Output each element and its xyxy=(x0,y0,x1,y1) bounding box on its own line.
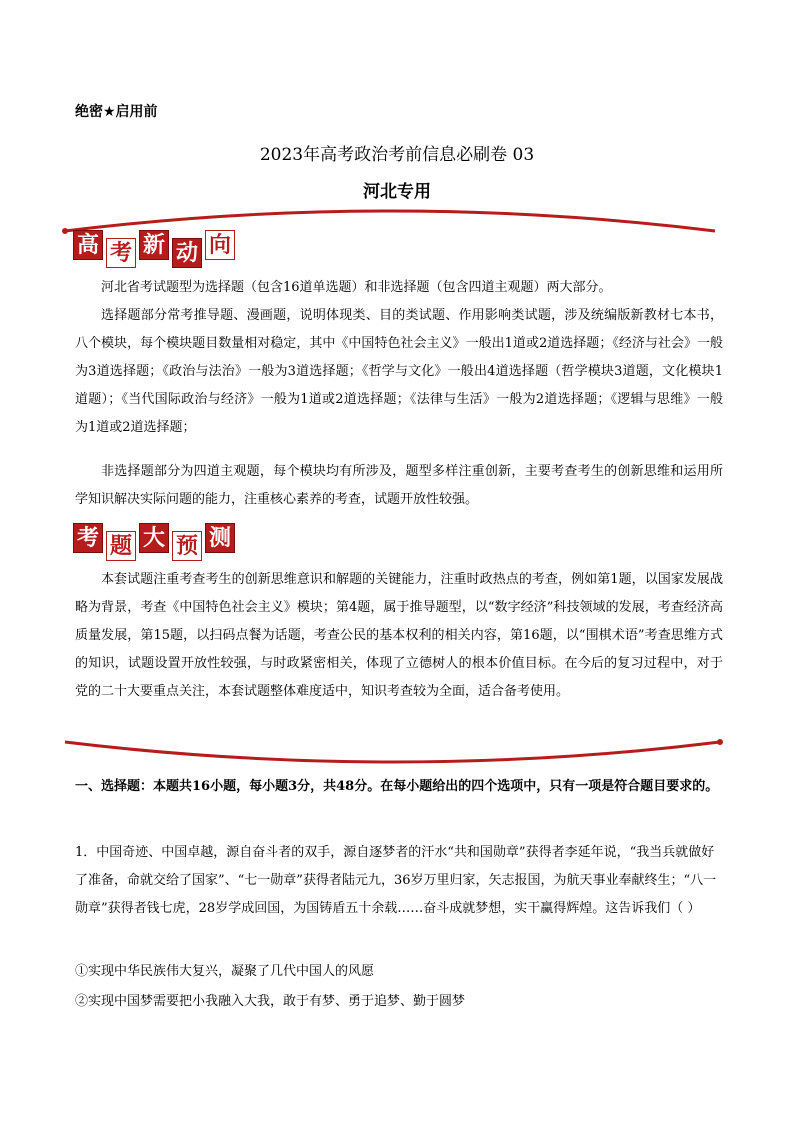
section1-paragraph-2: 选择题部分常考推导题、漫画题，说明体现类、目的类试题、作用影响类试题，涉及统编版新教材七本书，八个模块，每个模块题目数量相对稳定，其中《中国特色社会主义》一般出1道或2道选择题；《经济与社会》一般为3道选择题；《政治与法治》一般为3道选择题；《哲学与文化》一般出4道选择题（哲学模块3道题，文化模块1道题）；《当代国际政治与经济》一般为1道或2道选择题；《法律与生活》一般为2道选择题；《逻辑与思维》一般为1道或2道选择题； xyxy=(75,308,723,435)
banner-char: 预 xyxy=(172,531,202,561)
banner-char: 题 xyxy=(106,531,136,561)
banner-char: 大 xyxy=(139,523,169,553)
banner-char: 向 xyxy=(205,230,235,260)
banner-char: 考 xyxy=(106,238,136,268)
section1-paragraph-1: 河北省考试题型为选择题（包含16道单选题）和非选择题（包含四道主观题）两大部分。 xyxy=(101,280,612,295)
banner-char: 考 xyxy=(73,523,103,553)
banner-char: 新 xyxy=(139,230,169,260)
question-1-stem: 1．中国奇迹、中国卓越，源自奋斗者的双手，源自逐梦者的汗水“共和国勋章”获得者李延年说，“我当兵就做好了准备，命就交给了国家”、“七一勋章”获得者陆元九，36岁万里归家，矢志报国，为航天事业奉献终生；“八一勋章”获得者钱七虎，28岁学成回国，为国铸盾五十余载……奋斗成就梦想，实干赢得辉煌。这告诉我们（ ） xyxy=(75,845,717,916)
banner-gaokao-xindongxiang xyxy=(73,230,235,268)
section-instruction: 一、选择题：本题共16小题，每小题3分，共48分。在每小题给出的四个选项中，只有一项是符合题目要求的。 xyxy=(75,779,719,794)
paper-subtitle: 河北专用 xyxy=(363,182,431,202)
banner-kaoti-dayuce xyxy=(73,523,235,561)
banner-char: 高 xyxy=(73,230,103,260)
bottom-arc-divider xyxy=(60,738,730,768)
question-1-option-2: ②实现中国梦需要把小我融入大我，敢于有梦、勇于追梦、勤于圆梦 xyxy=(75,994,466,1009)
section2-paragraph-1: 本套试题注重考查考生的创新思维意识和解题的关键能力，注重时政热点的考查，例如第1题，以国家发展战略为背景，考查《中国特色社会主义》模块；第4题，属于推导题型，以“数字经济”科技领域的发展，考查经济高质量发展，第15题，以扫码点餐为话题，考查公民的基本权利的相关内容，第16题，以“围棋术语”考查思维方式的知识，试题设置开放性较强，与时政紧密相关，体现了立德树人的根本价值目标。在今后的复习过程中，对于党的二十大要重点关注，本套试题整体难度适中，知识考查较为全面，适合备考使用。 xyxy=(75,572,723,699)
banner-char: 测 xyxy=(205,523,235,553)
banner-char: 动 xyxy=(172,238,202,268)
confidential-label: 绝密★启用前 xyxy=(75,104,158,120)
paper-title: 2023年高考政治考前信息必刷卷 03 xyxy=(259,145,535,165)
question-1-option-1: ①实现中华民族伟大复兴，凝聚了几代中国人的风愿 xyxy=(75,964,375,979)
section1-paragraph-3: 非选择题部分为四道主观题，每个模块均有所涉及，题型多样注重创新，主要考查考生的创新思维和运用所学知识解决实际问题的能力，注重核心素养的考查，试题开放性较强。 xyxy=(75,464,723,507)
